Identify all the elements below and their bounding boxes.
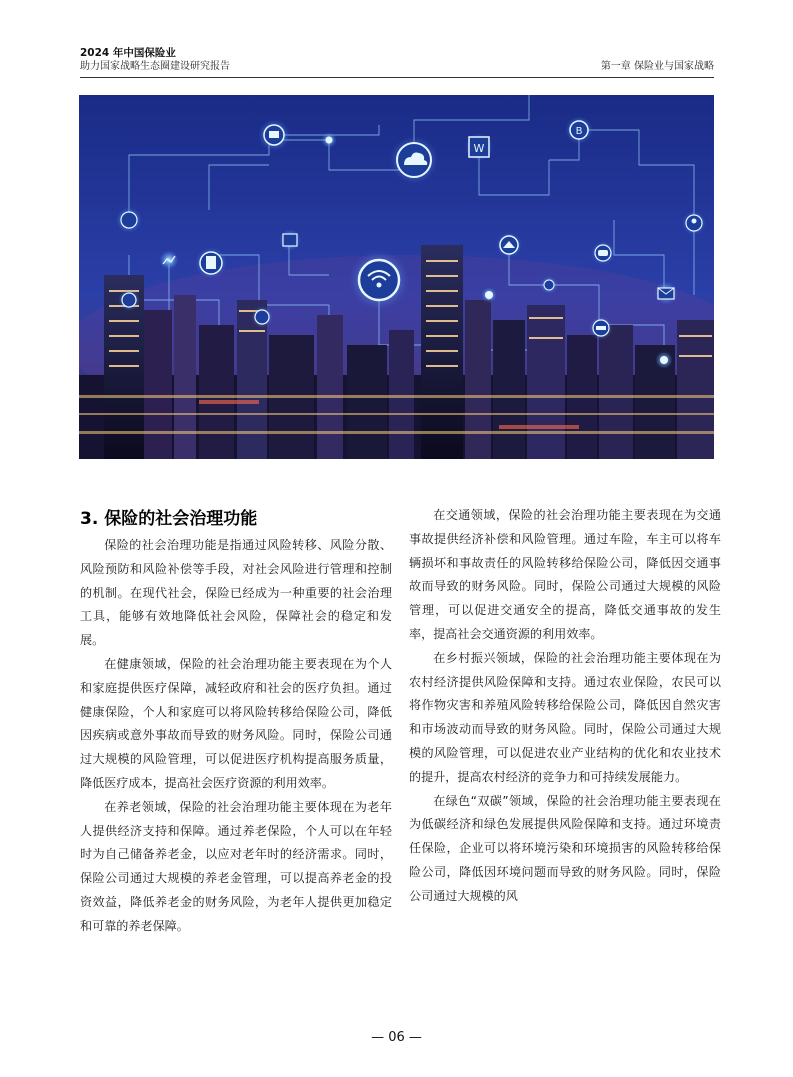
bitcoin-icon: [565, 116, 593, 144]
car-icon: [589, 316, 613, 340]
location-icon: [118, 289, 140, 311]
wifi-icon: [349, 250, 409, 310]
city-network-illustration: [79, 95, 714, 459]
chapter-label: 第一章 保险业与国家战略: [600, 61, 714, 72]
hero-image-smart-city: [79, 95, 714, 459]
svg-text:W: W: [473, 142, 485, 155]
building-icon: [195, 247, 227, 279]
tablet-icon: [279, 229, 301, 251]
chat-icon: [591, 241, 615, 265]
page-header: [80, 46, 714, 74]
thumb-icon: [116, 207, 142, 233]
page-number: — 06 —: [371, 1030, 422, 1045]
mail-icon: [654, 281, 678, 305]
paragraph: 保险的社会治理功能是指通过风险转移、风险分散、风险预防和风险补偿等手段，对社会风险进行管理和控制的机制。在现代社会，保险已经成为一种重要的社会治理工具，能够有效地降低社会风险，保障社会的稳定和发展。: [80, 538, 392, 648]
cart-icon: [465, 133, 493, 161]
header-divider: [80, 77, 714, 78]
paragraph: 在养老领域，保险的社会治理功能主要体现在为老年人提供经济支持和保障。通过养老保险，个人可以在年轻时为自己储备养老金，以应对老年时的经济需求。同时，保险公司通过大规模的养老金管理，可以提高养老金的投资效益，降低养老金的财务风险，为老年人提供更加稳定和可靠的养老保障。: [80, 799, 392, 933]
chart-icon: [159, 250, 179, 270]
section-title: 3. 保险的社会治理功能: [80, 509, 258, 529]
right-column: [409, 504, 721, 909]
paragraph: 在绿色“双碳”领域，保险的社会治理功能主要表现在为低碳经济和绿色发展提供风险保障和支持。通过环境责任保险，企业可以将环境污染和环境损害的风险转移给保险公司，降低因环境问题而导致的财务风险。同时，保险公司通过大规模的风: [409, 793, 721, 903]
svg-text:B: B: [575, 126, 583, 137]
paragraph: 在乡村振兴领域，保险的社会治理功能主要体现在为农村经济提供风险保障和支持。通过农业保险，农民可以将作物灾害和养殖风险转移给保险公司，降低因自然灾害和市场波动而导致的财务风险。同时，保险公司通过大规模的风险管理，可以促进农业产业结构的优化和农业技术的提升，提高农村经济的竞争力和可持续发展能力。: [409, 650, 721, 784]
camera-icon: [251, 306, 273, 328]
left-column: [80, 504, 392, 939]
user-icon: [682, 211, 706, 235]
robot-icon: [258, 119, 290, 151]
header-row: [80, 60, 714, 74]
paragraph: 在健康领域，保险的社会治理功能主要表现在为个人和家庭提供医疗保障，减轻政府和社会的医疗负担。通过健康保险，个人和家庭可以将风险转移给保险公司，降低因疾病或意外事故而导致的财务风险。同时，保险公司通过大规模的风险管理，可以促进医疗机构提高服务质量，降低医疗成本，提高社会医疗资源的利用效率。: [80, 656, 392, 790]
home-icon: [496, 232, 522, 258]
cloud-icon: [390, 136, 438, 184]
paragraph: 在交通领域，保险的社会治理功能主要表现在为交通事故提供经济补偿和风险管理。通过车险，车主可以将车辆损坏和事故责任的风险转移给保险公司，降低因交通事故而导致的财务风险。同时，保险公司通过大规模的风险管理，可以促进交通安全的提高，降低交通事故的发生率，提高社会交通资源的利用效率。: [409, 508, 721, 641]
report-title: 2024 年中国保险业: [80, 47, 176, 59]
report-subtitle: 助力国家战略生态圈建设研究报告: [80, 61, 230, 72]
